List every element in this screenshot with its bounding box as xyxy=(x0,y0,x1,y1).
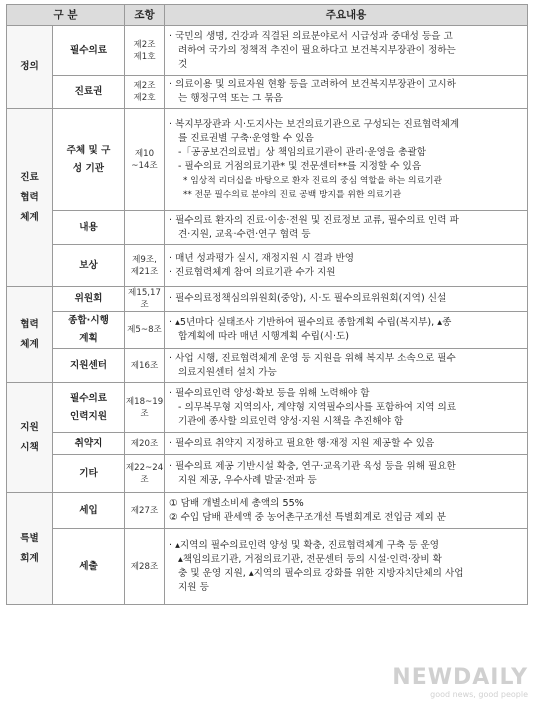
table-row xyxy=(7,383,528,433)
article-cell: 제5~8조 xyxy=(125,312,165,349)
content-line: ② 수입 담배 관세액 중 농어촌구조개선 특별회계로 전입금 제외 분 xyxy=(169,511,447,523)
content-line: · 복지부장관과 시·도지사는 보건의료기관으로 구성되는 진료협력체계 xyxy=(169,118,460,130)
table-row xyxy=(7,312,528,349)
content-cell xyxy=(165,529,528,605)
content-line: 려하여 국가의 정책적 추진이 필요하다고 보건복지부장관이 정하는 xyxy=(178,44,456,56)
content-cell xyxy=(165,383,528,433)
subcategory-cell: 보상 xyxy=(53,245,125,287)
content-line: -「공공보건의료법」상 책임의료기관이 관리·운영을 총괄함 xyxy=(178,146,427,158)
subcategory-cell: 종합·시행 계획 xyxy=(53,312,125,349)
content-line: · 필수의료 제공 기반시설 확충, 연구·교육기관 육성 등을 위해 필요한 xyxy=(169,460,456,472)
watermark-tagline: good news, good people xyxy=(430,690,528,699)
content-line: 것 xyxy=(178,58,188,70)
content-line: ▴책임의료기관, 거점의료기관, 전문센터 등의 시설·인력·장비 확 xyxy=(178,553,442,565)
subcategory-cell: 내용 xyxy=(53,211,125,245)
content-line: 지원 등 xyxy=(178,581,209,593)
article-cell xyxy=(125,211,165,245)
category-cell: 협력 체계 xyxy=(7,287,53,383)
subcategory-cell: 위원회 xyxy=(53,287,125,312)
content-cell xyxy=(165,287,528,312)
subcategory-cell: 세출 xyxy=(53,529,125,605)
watermark xyxy=(392,665,528,699)
content-line: 지원 제공, 우수사례 발굴·전파 등 xyxy=(178,474,317,486)
content-line: · 필수의료 취약지 지정하고 필요한 행·재정 지원 제공할 수 있음 xyxy=(169,437,435,449)
subcategory-cell: 진료권 xyxy=(53,76,125,109)
content-line: · 국민의 생명, 건강과 직결된 의료분야로서 시급성과 중대성 등을 고 xyxy=(169,30,453,42)
content-line: · 필수의료 환자의 진료·이송·전원 및 진료정보 교류, 필수의료 인력 파 xyxy=(169,214,459,226)
content-line: - 의무복무형 지역의사, 계약형 지역필수의사를 포함하여 지역 의료 xyxy=(178,401,457,413)
content-cell xyxy=(165,211,528,245)
table-row xyxy=(7,349,528,383)
table-row xyxy=(7,493,528,529)
category-cell: 특별 회계 xyxy=(7,493,53,605)
article-cell: 제20조 xyxy=(125,433,165,455)
article-cell: 제10 ~14조 xyxy=(125,109,165,211)
header-article: 조항 xyxy=(125,5,165,26)
content-cell xyxy=(165,76,528,109)
content-line: ① 담배 개별소비세 총액의 55% xyxy=(169,497,304,509)
table-row xyxy=(7,529,528,605)
content-cell xyxy=(165,26,528,76)
content-line: · 사업 시행, 진료협력체계 운영 등 지원을 위해 복지부 소속으로 필수 xyxy=(169,352,456,364)
content-line: - 필수의료 거점의료기관* 및 전문센터**를 지정할 수 있음 xyxy=(178,160,422,172)
subcategory-cell: 지원센터 xyxy=(53,349,125,383)
content-cell xyxy=(165,312,528,349)
table-row xyxy=(7,26,528,76)
subcategory-cell: 필수의료 xyxy=(53,26,125,76)
content-line: 는 행정구역 또는 그 묶음 xyxy=(178,93,283,104)
content-cell xyxy=(165,109,528,211)
header-category: 구 분 xyxy=(7,5,125,26)
header-content: 주요내용 xyxy=(165,5,528,26)
category-cell: 정의 xyxy=(7,26,53,109)
content-line: 의료지원센터 설치 가능 xyxy=(178,366,277,378)
subcategory-cell: 세입 xyxy=(53,493,125,529)
content-line: 기관에 종사할 의료인력 양성·지원 시책을 추진해야 함 xyxy=(178,415,404,427)
content-cell xyxy=(165,493,528,529)
table-header-row xyxy=(7,5,528,26)
content-line: * 임상적 리더십을 바탕으로 환자 진료의 중심 역할을 하는 의료기관 xyxy=(183,175,443,186)
article-cell: 제18~19조 xyxy=(125,383,165,433)
content-line: · 의료이용 및 의료자원 현황 등을 고려하여 보건복지부장관이 고시하 xyxy=(169,79,456,90)
article-cell: 제2조 제2호 xyxy=(125,76,165,109)
subcategory-cell: 주체 및 구 성 기관 xyxy=(53,109,125,211)
article-cell: 제9조, 제21조 xyxy=(125,245,165,287)
content-line: · ▴5년마다 실태조사 기반하여 필수의료 종합계획 수립(복지부), ▴종 xyxy=(169,317,452,328)
watermark-brand: NEWDAILY xyxy=(392,665,528,690)
table-row xyxy=(7,455,528,493)
article-cell: 제15,17조 xyxy=(125,287,165,312)
category-cell: 진료 협력 체계 xyxy=(7,109,53,287)
article-cell: 제16조 xyxy=(125,349,165,383)
content-line: 합계획에 따라 매년 시행계획 수립(시·도) xyxy=(178,331,350,342)
content-cell xyxy=(165,349,528,383)
content-line: 견·지원, 교육·수련·연구 협력 등 xyxy=(178,228,311,240)
content-line: · ▴지역의 필수의료인력 양성 및 확충, 진료협력체계 구축 등 운영 xyxy=(169,539,440,551)
table-row xyxy=(7,211,528,245)
table-row xyxy=(7,433,528,455)
content-line: · 진료협력체계 참여 의료기관 수가 지원 xyxy=(169,266,336,278)
content-line: · 필수의료정책심의위원회(중앙), 시·도 필수의료위원회(지역) 신설 xyxy=(169,293,447,304)
table-row xyxy=(7,245,528,287)
content-line: 충 및 운영 지원, ▴지역의 필수의료 강화를 위한 지방자치단체의 사업 xyxy=(178,567,464,579)
table-row xyxy=(7,287,528,312)
article-cell: 제28조 xyxy=(125,529,165,605)
article-cell: 제2조 제1호 xyxy=(125,26,165,76)
subcategory-cell: 취약지 xyxy=(53,433,125,455)
content-cell xyxy=(165,455,528,493)
content-line: 를 진료권별 구축·운영할 수 있음 xyxy=(178,132,314,144)
law-summary-table xyxy=(6,4,528,605)
content-line: · 매년 성과평가 실시, 재정지원 시 결과 반영 xyxy=(169,252,354,264)
content-cell xyxy=(165,433,528,455)
subcategory-cell: 기타 xyxy=(53,455,125,493)
article-cell: 제27조 xyxy=(125,493,165,529)
article-cell: 제22~24조 xyxy=(125,455,165,493)
content-line: · 필수의료인력 양성·확보 등을 위해 노력해야 함 xyxy=(169,387,370,399)
table-row xyxy=(7,76,528,109)
content-cell xyxy=(165,245,528,287)
subcategory-cell: 필수의료 인력지원 xyxy=(53,383,125,433)
table-row xyxy=(7,109,528,211)
content-line: ** 전문 필수의료 분야의 진료 공백 방지를 위한 의료기관 xyxy=(183,189,402,200)
category-cell: 지원 시책 xyxy=(7,383,53,493)
